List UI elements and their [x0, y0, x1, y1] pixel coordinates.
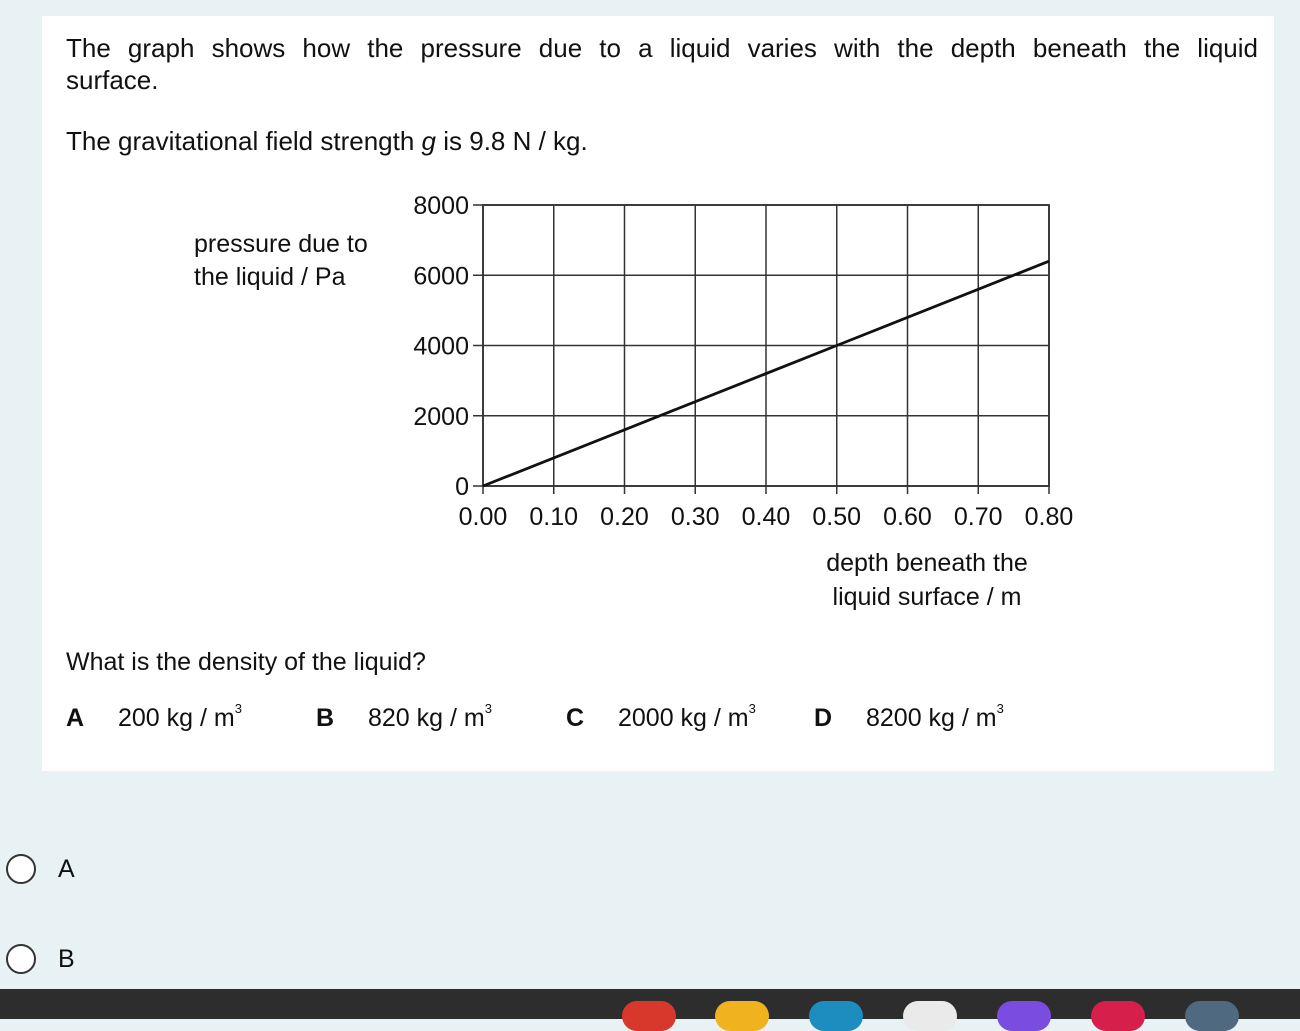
option-value: 2000 kg / m	[618, 704, 749, 732]
answer-choice-a[interactable]	[6, 851, 75, 887]
answer-options	[66, 700, 1216, 744]
option-letter: C	[566, 704, 585, 732]
gfs-symbol: g	[421, 126, 437, 156]
radio-button-a[interactable]	[6, 854, 36, 884]
purple-app-icon[interactable]	[997, 1001, 1051, 1031]
option-letter: A	[66, 704, 85, 732]
option-letter: D	[814, 704, 833, 732]
option-exponent: 3	[234, 700, 242, 716]
blue-app-icon[interactable]	[809, 1001, 863, 1031]
taskbar	[0, 989, 1300, 1019]
y-tick-label: 2000	[413, 402, 469, 431]
option-value: 820 kg / m	[368, 704, 485, 732]
question-intro: The graph shows how the pressure due to a liquid varies with the depth beneath the liquid surface.	[66, 33, 1258, 95]
x-tick-label: 0.00	[458, 503, 508, 531]
x-axis-label-line-1: depth beneath the	[826, 549, 1028, 577]
answer-label-a: A	[58, 854, 75, 883]
option-exponent: 3	[484, 700, 492, 716]
x-tick-label: 0.60	[883, 503, 932, 531]
question-card	[42, 16, 1274, 771]
x-tick-label: 0.40	[741, 503, 791, 531]
answer-choice-b[interactable]	[6, 941, 75, 977]
x-tick-label: 0.70	[953, 503, 1003, 531]
x-tick-label: 0.50	[812, 503, 862, 531]
option-value: 8200 kg / m	[866, 704, 997, 732]
x-tick-label: 0.20	[600, 503, 649, 531]
y-tick-label: 6000	[413, 262, 469, 291]
red-app-icon[interactable]	[622, 1001, 676, 1031]
option-exponent: 3	[748, 700, 756, 716]
x-axis-label-line-2: liquid surface / m	[832, 583, 1022, 611]
answer-label-b: B	[58, 944, 75, 973]
y-axis-label-line-1: pressure due to	[194, 230, 368, 258]
pressure-depth-graph	[42, 16, 1274, 576]
slate-app-icon[interactable]	[1185, 1001, 1239, 1031]
gfs-suffix: is 9.8 N / kg.	[436, 126, 588, 156]
x-tick-label: 0.30	[670, 503, 720, 531]
x-axis-label	[802, 546, 1052, 614]
y-tick-label: 0	[455, 473, 469, 501]
option-exponent: 3	[996, 700, 1004, 716]
question-prompt: What is the density of the liquid?	[66, 648, 426, 676]
option-value: 200 kg / m	[118, 704, 235, 732]
gfs-prefix: The gravitational field strength	[66, 126, 422, 156]
option-a	[66, 700, 242, 733]
option-c	[566, 700, 756, 733]
radio-button-b[interactable]	[6, 944, 36, 974]
option-letter: B	[316, 704, 335, 732]
y-tick-label: 4000	[413, 332, 469, 361]
white-app-icon[interactable]	[903, 1001, 957, 1031]
option-d	[814, 700, 1004, 733]
y-tick-label: 8000	[413, 192, 469, 220]
y-axis-label-line-2: the liquid / Pa	[194, 263, 346, 291]
x-tick-label: 0.10	[529, 503, 579, 531]
pink-app-icon[interactable]	[1091, 1001, 1145, 1031]
option-b	[316, 700, 492, 733]
yellow-app-icon[interactable]	[715, 1001, 769, 1031]
x-tick-label: 0.80	[1024, 503, 1074, 531]
